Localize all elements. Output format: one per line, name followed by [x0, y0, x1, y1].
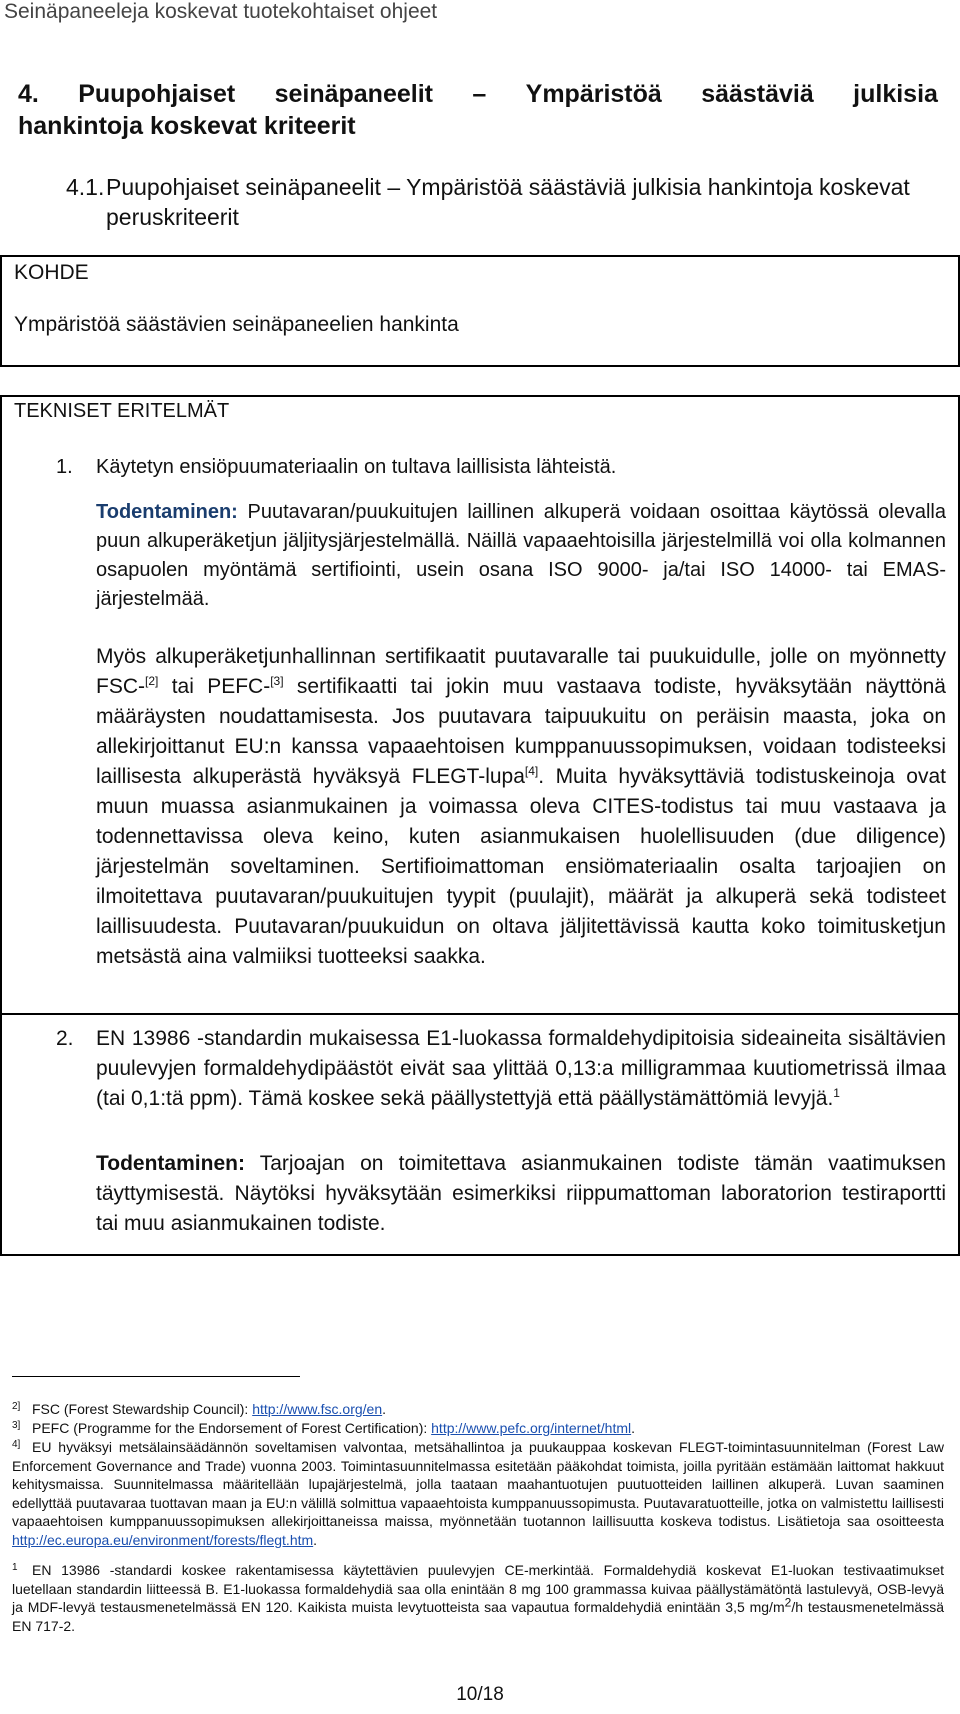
heading-word: julkisia [853, 80, 938, 108]
item-1-number: 1. [56, 456, 73, 478]
heading-word: Puupohjaiset [78, 80, 236, 108]
heading-word: – [472, 80, 487, 108]
item-1-verification [96, 498, 946, 614]
footnote-separator [12, 1376, 300, 1377]
item-1-text: Käytetyn ensiöpuumateriaalin on tultava laillisista lähteistä. [96, 456, 617, 478]
section-4-heading-line2: hankintoja koskevat kriteerit [18, 112, 356, 140]
superscript: 2 [784, 1595, 792, 1610]
footnote-mark: 3] [12, 1420, 21, 1431]
item-2-text [96, 1024, 946, 1114]
footnote-text: PEFC (Programme for the Endorsement of Forest Certification): [32, 1420, 432, 1436]
footnote-mark: 2] [12, 1401, 21, 1412]
item-2-number: 2. [56, 1027, 74, 1050]
footnote-ref-2: [2] [145, 674, 159, 688]
footnote-ref-4: [4] [524, 764, 539, 778]
heading-word: Ympäristöä [525, 80, 662, 108]
footnote-2: 2] FSC (Forest Stewardship Council): http://www.fsc.org/en. [12, 1401, 387, 1417]
tekniset-box [0, 395, 960, 1013]
footnote-text: EN 13986 -standardi koskee rakentamisessa käytettävien puulevyjen CE-merkintää. Formaldehydiä koskevat E1-luokan testivaatimukset luetellaan standardin liitteessä B. E1-luokassa formaldehydiä saa olla enintään 8 mg 100 grammassa kuivaa päällystämätöntä lastulevyä, OSB-levyä ja MDF-levyä testausmenetelmässä EN 120. Kaikista muista levytuotteista saa vapautua formaldehydiä enintään 3,5 mg/m [12, 1562, 944, 1615]
verification-text: Tarjoajan on toimitettava asianmukainen todiste tämän vaatimuksen täyttymisestä. Näytöksi hyväksytään esimerkiksi riippumattoman laboratorion testiraportti tai muu asianmukainen todiste. [96, 1152, 946, 1235]
paragraph-text: EN 13986 -standardin mukaisessa E1-luokassa formaldehydipitoisia sideaineita sisältävien puulevyjen formaldehydipäästöt eivät saa ylittää 0,13:a milligrammaa kuutiometrissä ilmaa (tai 0,1:tä ppm). Tämä koskee sekä päällystettyjä että päällystämättömiä levyjä. [96, 1027, 946, 1110]
kohde-text: Ympäristöä säästävien seinäpaneelien hankinta [14, 313, 459, 336]
section-4-1-title: Puupohjaiset seinäpaneelit – Ympäristöä säästäviä julkisia hankintoja koskevat peruskriteerit [106, 174, 910, 230]
footnote-text: EU hyväksyi metsälainsäädännön soveltamisen valvontaa, metsähallintoa ja puukauppaa koskevan FLEGT-toimintasuunnitelman (Forest Law Enforcement Governance and Trade) vuonna 2003. Toimintasuunnitelmassa esitetään pääkohdat toimista, joilla pyritään estämään laittomat hakkuut kehitysmaissa. Suunnitelmassa määritellään lupajärjestelmä, jolla taataan maahantuotujen puutuotteiden laillinen alkuperä. Luvan saaminen edellyttää puutavaraa tuottavan maan ja EU:n välillä solmittua vapaaehtoista kumppanuussopimusta. Puutavaratuotteille, jotka on valmistettu laillisesti vapaaehtoisen kumppanuussopimuksen allekirjoittaneissa maissa, myönnetään tuotannon laillisuutta koskeva todistus. Lisätietoja saa osoitteesta [12, 1439, 944, 1529]
section-4-1-number: 4.1. [66, 174, 105, 200]
tekniset-label: TEKNISET ERITELMÄT [14, 400, 230, 422]
footnote-mark: 4] [12, 1439, 21, 1450]
footnote-1 [12, 1561, 944, 1635]
item-2-verification [96, 1149, 946, 1239]
verification-label: Todentaminen: [96, 501, 238, 523]
footnote-ref-1: 1 [833, 1086, 840, 1100]
kohde-box [0, 255, 960, 367]
footnote-4: 4] EU hyväksyi metsälainsäädännön soveltamisen valvontaa, metsähallintoa ja puukauppaa koskevan FLEGT-toimintasuunnitelman (Forest Law Enforcement Governance and Trade) vuonna 2003. Toimintasuunnitelmassa esitetään pääkohdat toimista, joilla pyritään estämään laittomat hakkuut kehitysmaissa. Suunnitelmassa määritellään lupajärjestelmä, jolla taataan maahantuotujen puutuotteiden laillinen alkuperä. Luvan saaminen edellyttää puutavaraa tuottavan maan ja EU:n välillä solmittua vapaaehtoista kumppanuussopimusta. Puutavaratuotteille, jotka on valmistettu laillisesti vapaaehtoisen kumppanuussopimuksen allekirjoittaneissa maissa, myönnetään tuotannon laillisuutta koskeva todistus. Lisätietoja saa osoitteesta http://ec.europa.eu/environment/forests/flegt.htm. [12, 1439, 944, 1548]
section-4-heading [18, 78, 938, 142]
paragraph-text: tai PEFC- [158, 675, 271, 698]
footnote-3: 3] PEFC (Programme for the Endorsement of Forest Certification): http://www.pefc.org/internet/html. [12, 1420, 636, 1436]
flegt-link[interactable]: http://ec.europa.eu/environment/forests/flegt.htm [12, 1531, 314, 1548]
heading-word: seinäpaneelit [274, 80, 433, 108]
running-header: Seinäpaneeleja koskevat tuotekohtaiset ohjeet [4, 0, 438, 23]
section-4-number: 4. [18, 80, 39, 108]
heading-word: säästäviä [701, 80, 814, 108]
verification-label: Todentaminen: [96, 1152, 245, 1175]
page-number: 10/18 [456, 1684, 504, 1705]
paragraph-text: Myös alkuperäketjunhallinnan sertifikaatit puutavaralle tai puukuidulle, jolle on myönnetty FSC- [96, 645, 946, 698]
verification-text: Puutavaran/puukuitujen laillinen alkuperä voidaan osoittaa käytössä olevalla puun alkuperäketjun jäljitysjärjestelmällä. Näillä vapaaehtoisilla järjestelmillä voi olla kolmannen osapuolen myöntämä sertifiointi, usein osana ISO 9000- ja/tai ISO 14000- tai EMAS-järjestelmää. [96, 501, 946, 610]
item-2-box [0, 1013, 960, 1256]
footnote-text: FSC (Forest Stewardship Council): [32, 1401, 253, 1417]
footnote-mark: 1 [12, 1562, 18, 1573]
pefc-link[interactable]: http://www.pefc.org/internet/html [431, 1420, 632, 1436]
paragraph-text: sertifikaatti tai jokin muu vastaava todiste, hyväksytään näyttönä määräysten noudattamisesta. Jos puutavara taipuukuitu on peräisin maasta, joka on allekirjoittanut EU:n kanssa vapaaehtoisen kumppanuussopimuksen, voidaan todisteeksi laillisesta alkuperästä hyväksyä FLEGT-lupa [96, 675, 946, 788]
fsc-link[interactable]: http://www.fsc.org/en [252, 1401, 383, 1417]
kohde-label: KOHDE [14, 261, 89, 284]
footnote-text: /h testausmenetelmässä EN 717-2. [12, 1599, 945, 1634]
footnote-ref-3: [3] [270, 674, 284, 688]
paragraph-text: . Muita hyväksyttäviä todistuskeinoja ovat muun muassa asianmukainen ja voimassa oleva CITES-todistus tai muu vastaava ja todennettavissa oleva keino, kuten asianmukaisen huolellisuuden (due diligence) järjestelmän soveltaminen. Sertifioimattoman ensiömateriaalin osalta tarjoajien on ilmoitettava puutavaran/puukuitujen tyypit (puulajit), määrät ja alkuperä sekä todisteet laillisuudesta. Puutavaran/puukuidun on oltava jäljitettävissä kautta koko toimitusketjun metsästä aina valmiiksi tuotteeksi saakka. [96, 765, 946, 968]
item-1-paragraph-2 [96, 642, 946, 972]
